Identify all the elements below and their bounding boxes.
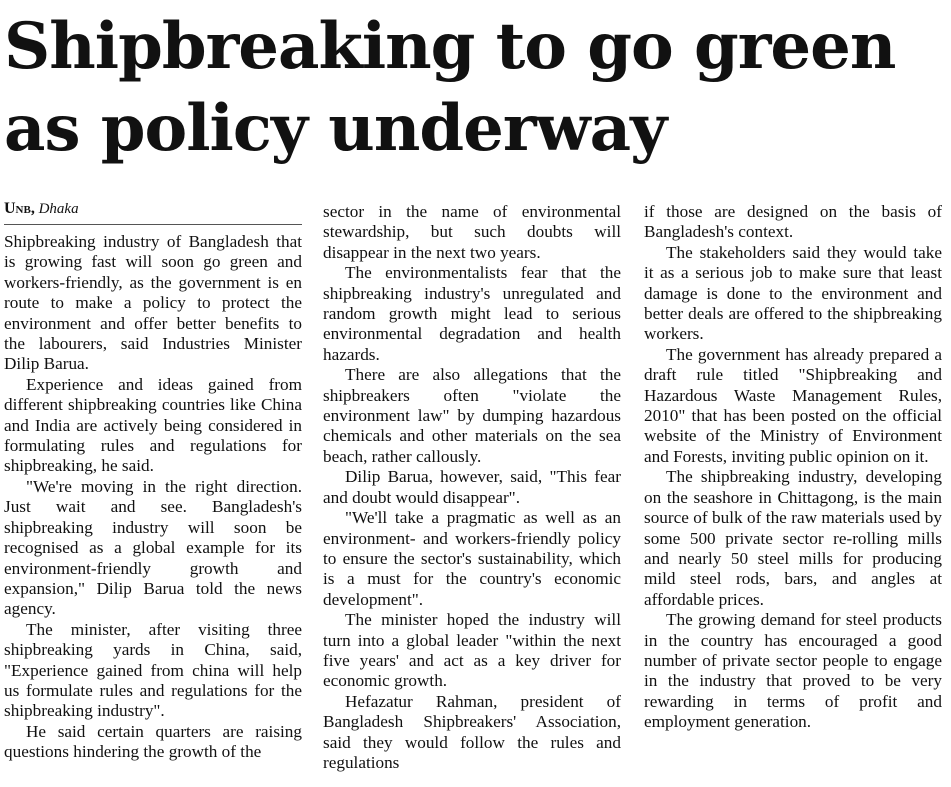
paragraph: The minister hoped the industry will turn into a global leader "within the next five years' and act as a key driver for economic growth. — [323, 610, 621, 691]
byline-agency: Unb, — [4, 200, 35, 217]
headline — [4, 6, 949, 170]
paragraph: The environmentalists fear that the shipbreaking industry's unregulated and random growth might lead to serious environmental degradation and health hazards. — [323, 263, 621, 364]
headline-line-1: Shipbreaking to go green — [4, 9, 896, 84]
paragraph: "We'll take a pragmatic as well as an environment- and workers-friendly policy to ensure the sector's sustainability, which is a must for the country's economic development". — [323, 508, 621, 609]
paragraph: Experience and ideas gained from different shipbreaking countries like China and India are actively being considered in formulating rules and regulations for shipbreaking, he said. — [4, 374, 302, 476]
paragraph: Shipbreaking industry of Bangladesh that is growing fast will soon go green and workers-friendly, as the government is en route to make a policy to protect the environment and offer better benefits to the labourers, said Industries Minister Dilip Barua. — [4, 232, 302, 374]
paragraph: "We're moving in the right direction. Just wait and see. Bangladesh's shipbreaking industry will soon be recognised as a global example for its environment-friendly growth and expansion," Dilip Barua told the news agency. — [4, 476, 302, 619]
byline — [4, 200, 302, 225]
paragraph: Hefazatur Rahman, president of Bangladesh Shipbreakers' Association, said they would follow the rules and regulations — [323, 691, 621, 772]
paragraph: He said certain quarters are raising questions hindering the growth of the — [4, 721, 302, 762]
paragraph: The growing demand for steel products in the country has encouraged a good number of private sector people to engage in the industry that proved to be very rewarding in terms of profit and employment generation. — [644, 610, 942, 732]
paragraph: The shipbreaking industry, developing on the seashore in Chittagong, is the main source of bulk of the raw materials used by some 500 private sector re-rolling mills and nearly 50 steel mills for producing mild steel rods, bars, and angles at affordable prices. — [644, 467, 942, 609]
byline-place: Dhaka — [38, 201, 79, 217]
article-column-2 — [323, 202, 621, 773]
headline-line-2: as policy underway — [4, 91, 667, 166]
paragraph: The minister, after visiting three shipbreaking yards in China, said, "Experience gained from china will help us formulate rules and regulations for the shipbreaking industry". — [4, 619, 302, 721]
paragraph: Dilip Barua, however, said, "This fear and doubt would disappear". — [323, 467, 621, 507]
article-column-3 — [644, 202, 942, 733]
paragraph: The stakeholders said they would take it as a serious job to make sure that least damage is done to the environment and better deals are offered to the shipbreaking workers. — [644, 242, 942, 344]
paragraph: The government has already prepared a draft rule titled "Shipbreaking and Hazardous Waste Management Rules, 2010" that has been posted on the official website of the Ministry of Environment and Forests, inviting public opinion on it. — [644, 344, 942, 466]
paragraph: There are also allegations that the shipbreakers often "violate the environment law" by dumping hazardous chemicals and other materials on the sea beach, rather callously. — [323, 365, 621, 466]
article-column-1 — [4, 200, 302, 763]
paragraph: sector in the name of environmental stewardship, but such doubts will disappear in the next two years. — [323, 202, 621, 262]
paragraph: if those are designed on the basis of Bangladesh's context. — [644, 202, 942, 242]
